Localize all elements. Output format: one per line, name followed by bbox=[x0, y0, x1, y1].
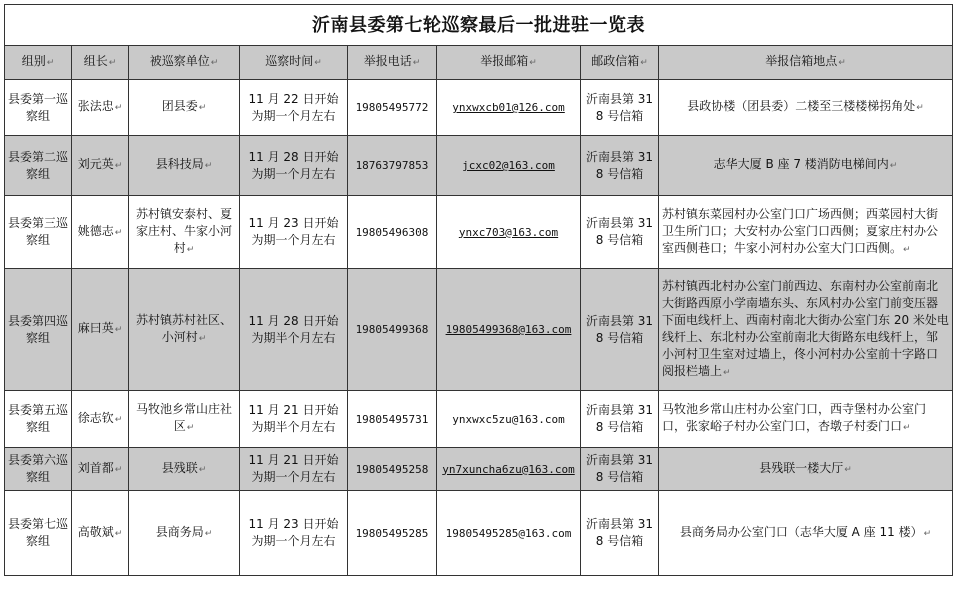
phone-cell: 19805495772 bbox=[348, 80, 437, 136]
header-postbox: 邮政信箱 ↵ bbox=[581, 46, 659, 80]
table-row bbox=[5, 491, 953, 576]
table-row bbox=[5, 391, 953, 448]
postbox-cell: 沂南县第 318 号信箱 bbox=[581, 136, 659, 196]
leader-cell: 姚德志 ↵ bbox=[72, 196, 129, 269]
group-cell: 县委第五巡察组 bbox=[5, 391, 72, 448]
time-cell: 11 月 21 日开始为期一个月左右 bbox=[240, 448, 348, 491]
postbox-cell: 沂南县第 318 号信箱 bbox=[581, 448, 659, 491]
location-cell: 马牧池乡常山庄村办公室门口，西寺堡村办公室门口，张家峪子村办公室门口，杏墩子村委门口 ↵ bbox=[659, 391, 953, 448]
phone-cell: 19805499368 bbox=[348, 269, 437, 391]
location-cell: 志华大厦 B 座 7 楼消防电梯间内 ↵ bbox=[659, 136, 953, 196]
header-unit: 被巡察单位 ↵ bbox=[129, 46, 240, 80]
group-cell: 县委第一巡察组 bbox=[5, 80, 72, 136]
group-cell: 县委第六巡察组 bbox=[5, 448, 72, 491]
table-title: 沂南县委第七轮巡察最后一批进驻一览表 bbox=[5, 5, 953, 46]
time-cell: 11 月 22 日开始为期一个月左右 bbox=[240, 80, 348, 136]
table-row bbox=[5, 80, 953, 136]
postbox-cell: 沂南县第 318 号信箱 bbox=[581, 391, 659, 448]
header-leader: 组长 ↵ bbox=[72, 46, 129, 80]
postbox-cell: 沂南县第 318 号信箱 bbox=[581, 196, 659, 269]
location-cell: 县政协楼（团县委）二楼至三楼楼梯拐角处 ↵ bbox=[659, 80, 953, 136]
email-cell[interactable]: ynxwxcb01@126.com bbox=[437, 80, 581, 136]
time-cell: 11 月 28 日开始为期一个月左右 bbox=[240, 136, 348, 196]
phone-cell: 19805495258 bbox=[348, 448, 437, 491]
group-cell: 县委第七巡察组 bbox=[5, 491, 72, 576]
unit-cell: 县科技局 ↵ bbox=[129, 136, 240, 196]
header-phone: 举报电话 ↵ bbox=[348, 46, 437, 80]
time-cell: 11 月 23 日开始为期一个月左右 bbox=[240, 491, 348, 576]
header-location: 举报信箱地点 ↵ bbox=[659, 46, 953, 80]
leader-cell: 徐志钦 ↵ bbox=[72, 391, 129, 448]
email-cell[interactable]: ynxwxc5zu@163.com bbox=[437, 391, 581, 448]
time-cell: 11 月 23 日开始为期一个月左右 bbox=[240, 196, 348, 269]
leader-cell: 张法忠 ↵ bbox=[72, 80, 129, 136]
header-time: 巡察时间 ↵ bbox=[240, 46, 348, 80]
unit-cell: 县残联 ↵ bbox=[129, 448, 240, 491]
table-row bbox=[5, 448, 953, 491]
email-cell[interactable]: 19805495285@163.com bbox=[437, 491, 581, 576]
header-email: 举报邮箱 ↵ bbox=[437, 46, 581, 80]
table-row bbox=[5, 269, 953, 391]
group-cell: 县委第三巡察组 bbox=[5, 196, 72, 269]
group-cell: 县委第四巡察组 bbox=[5, 269, 72, 391]
header-group: 组别 ↵ bbox=[5, 46, 72, 80]
unit-cell: 马牧池乡常山庄社区 ↵ bbox=[129, 391, 240, 448]
phone-cell: 19805495285 bbox=[348, 491, 437, 576]
phone-cell: 19805495731 bbox=[348, 391, 437, 448]
inspection-table-container bbox=[4, 4, 952, 576]
postbox-cell: 沂南县第 318 号信箱 bbox=[581, 491, 659, 576]
phone-cell: 18763797853 bbox=[348, 136, 437, 196]
email-cell[interactable]: 19805499368@163.com bbox=[437, 269, 581, 391]
leader-cell: 刘元英 ↵ bbox=[72, 136, 129, 196]
phone-cell: 19805496308 bbox=[348, 196, 437, 269]
location-cell: 苏村镇西北村办公室门前西边、东南村办公室前南北大街路西原小学南墙东头、东风村办公室门前变压器下面电线杆上、西南村南北大街办公室门东 20 米处电线杆上、东北村办公室前南北大街路东电线杆上，邹小河村卫生室对过墙上，佟小河村办公室前十字路口阅报栏墙上 ↵ bbox=[659, 269, 953, 391]
leader-cell: 刘首都 ↵ bbox=[72, 448, 129, 491]
group-cell: 县委第二巡察组 bbox=[5, 136, 72, 196]
time-cell: 11 月 21 日开始为期半个月左右 bbox=[240, 391, 348, 448]
leader-cell: 麻曰英 ↵ bbox=[72, 269, 129, 391]
unit-cell: 县商务局 ↵ bbox=[129, 491, 240, 576]
location-cell: 县残联一楼大厅 ↵ bbox=[659, 448, 953, 491]
email-cell[interactable]: yn7xuncha6zu@163.com bbox=[437, 448, 581, 491]
postbox-cell: 沂南县第 318 号信箱 bbox=[581, 269, 659, 391]
unit-cell: 团县委 ↵ bbox=[129, 80, 240, 136]
email-cell[interactable]: jcxc02@163.com bbox=[437, 136, 581, 196]
header-row bbox=[5, 46, 953, 80]
location-cell: 县商务局办公室门口（志华大厦 A 座 11 楼） ↵ bbox=[659, 491, 953, 576]
leader-cell: 高敬斌 ↵ bbox=[72, 491, 129, 576]
table-row bbox=[5, 196, 953, 269]
location-cell: 苏村镇东菜园村办公室门口广场西侧；西菜园村大街卫生所门口；大安村办公室门口西侧；夏家庄村办公室西侧巷口；牛家小河村办公室大门口西侧。 ↵ bbox=[659, 196, 953, 269]
unit-cell: 苏村镇苏村社区、小河村 ↵ bbox=[129, 269, 240, 391]
time-cell: 11 月 28 日开始为期半个月左右 bbox=[240, 269, 348, 391]
unit-cell: 苏村镇安泰村、夏家庄村、牛家小河村 ↵ bbox=[129, 196, 240, 269]
table-row bbox=[5, 136, 953, 196]
inspection-table bbox=[4, 4, 953, 576]
email-cell[interactable]: ynxc703@163.com bbox=[437, 196, 581, 269]
postbox-cell: 沂南县第 318 号信箱 bbox=[581, 80, 659, 136]
